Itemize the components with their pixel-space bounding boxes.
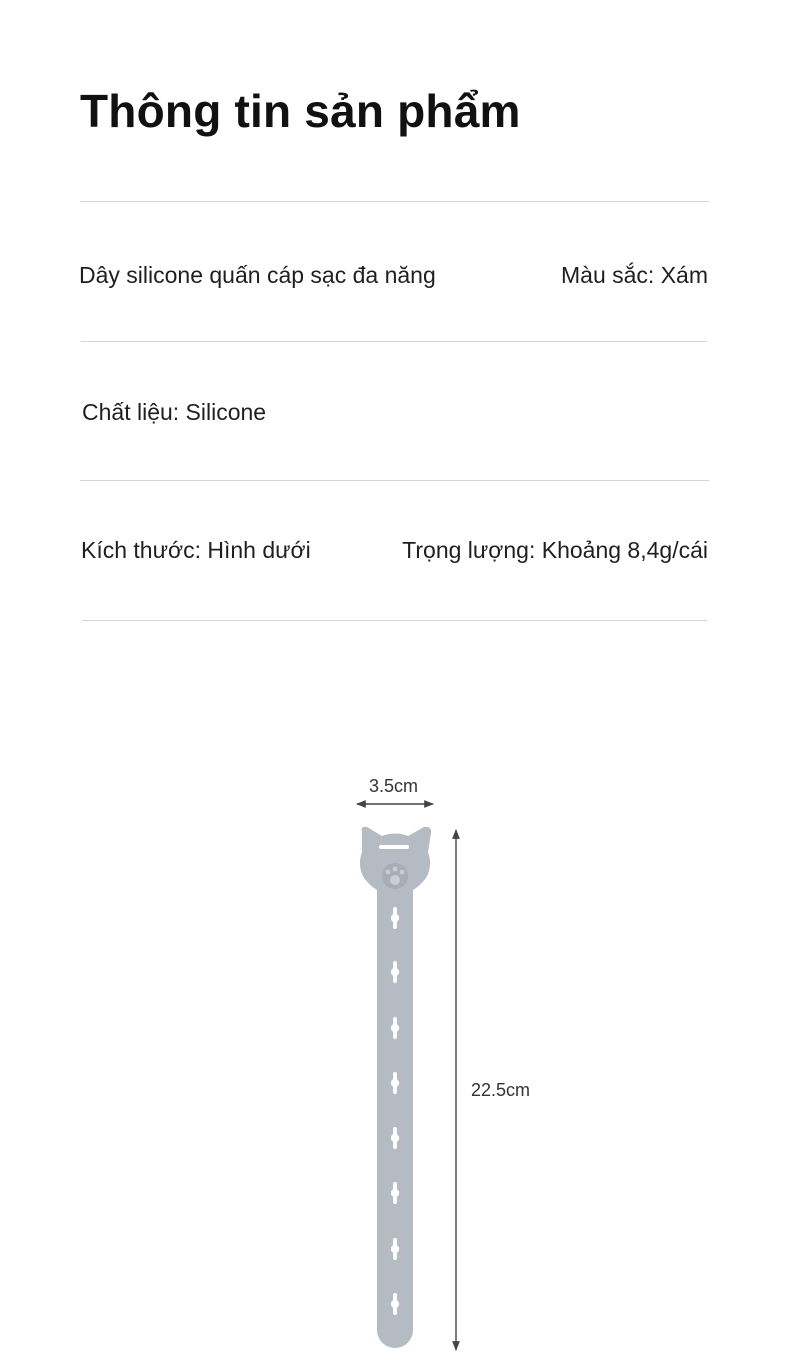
strap-hole-knob [391, 1189, 399, 1197]
spec-product-name: Dây silicone quấn cáp sạc đa năng [79, 262, 436, 288]
spec-color: Màu sắc: Xám [561, 262, 708, 288]
strap-hole-knob [391, 1134, 399, 1142]
strap-hole-knob [391, 1300, 399, 1308]
strap-hole-knob [391, 1245, 399, 1253]
width-label: 3.5cm [369, 776, 419, 796]
strap-hole-knob [391, 968, 399, 976]
strap-hole-knob [391, 914, 399, 922]
strap-hole-knob [391, 1024, 399, 1032]
head-slot [379, 845, 409, 849]
paw-button-icon [382, 863, 408, 889]
spec-weight: Trọng lượng: Khoảng 8,4g/cái [402, 537, 708, 563]
page-title: Thông tin sản phẩm [80, 85, 521, 137]
length-label: 22.5cm [471, 1080, 531, 1100]
spec-material: Chất liệu: Silicone [82, 399, 267, 425]
strap-hole-knob [391, 1079, 399, 1087]
spec-size: Kích thước: Hình dưới [81, 537, 311, 563]
